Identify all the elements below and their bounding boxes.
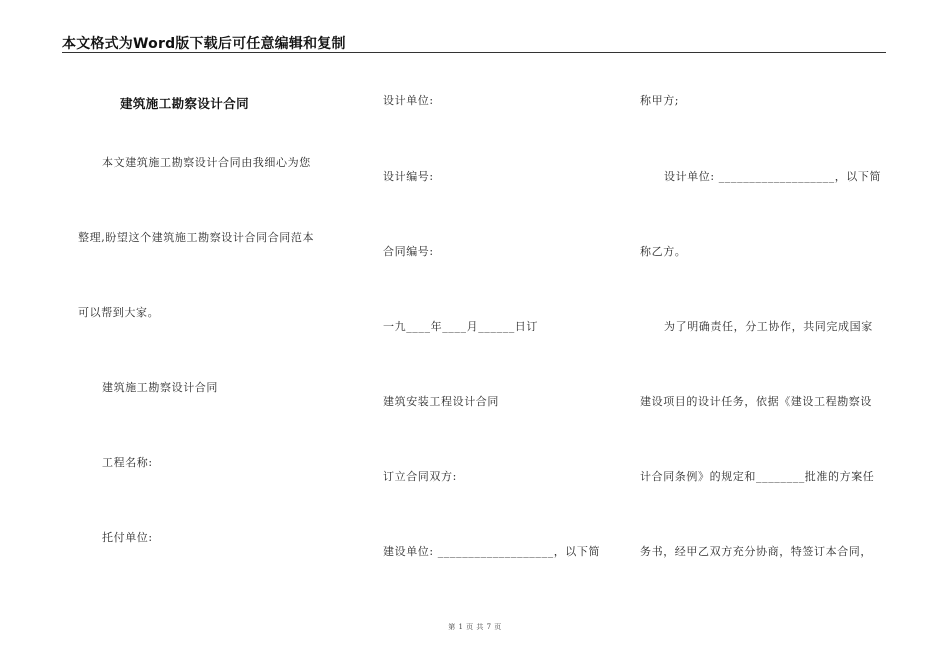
purpose-line-1: 为了明确责任，分工协作，共同完成国家	[664, 320, 873, 333]
construction-unit-line: 建设单位: ___________________，以下简	[383, 545, 601, 558]
purpose-line-3: 计合同条例》的规定和________批准的方案任	[640, 470, 875, 483]
contract-type-line: 建筑安装工程设计合同	[383, 395, 499, 408]
project-name-label: 工程名称:	[102, 456, 153, 469]
page-header: 本文格式为Word版下载后可任意编辑和复制	[62, 36, 346, 52]
purpose-line-2: 建设项目的设计任务，依据《建设工程勘察设	[640, 395, 872, 408]
signing-date-line: 一九____年____月______日订	[383, 320, 538, 333]
purpose-line-4: 务书，经甲乙双方充分协商，特签订本合同，	[640, 545, 872, 558]
design-unit-line: 设计单位: ___________________，以下简	[664, 170, 882, 183]
document-title: 建筑施工勘察设计合同	[120, 96, 250, 111]
contract-subtitle: 建筑施工勘察设计合同	[102, 381, 218, 394]
party-a-line: 称甲方;	[640, 94, 680, 107]
intro-line-2: 整理,盼望这个建筑施工勘察设计合同合同范本	[78, 231, 315, 244]
contract-number-label: 合同编号:	[383, 245, 434, 258]
intro-line-3: 可以帮到大家。	[78, 306, 160, 319]
design-unit-label: 设计单位:	[383, 94, 434, 107]
parties-label: 订立合同双方:	[383, 470, 457, 483]
page-number: 第 1 页 共 7 页	[448, 623, 502, 631]
client-unit-label: 托付单位:	[102, 531, 153, 544]
header-rule	[62, 52, 886, 53]
design-number-label: 设计编号:	[383, 170, 434, 183]
intro-line-1: 本文建筑施工勘察设计合同由我细心为您	[102, 156, 311, 169]
party-b-line: 称乙方。	[640, 245, 687, 258]
